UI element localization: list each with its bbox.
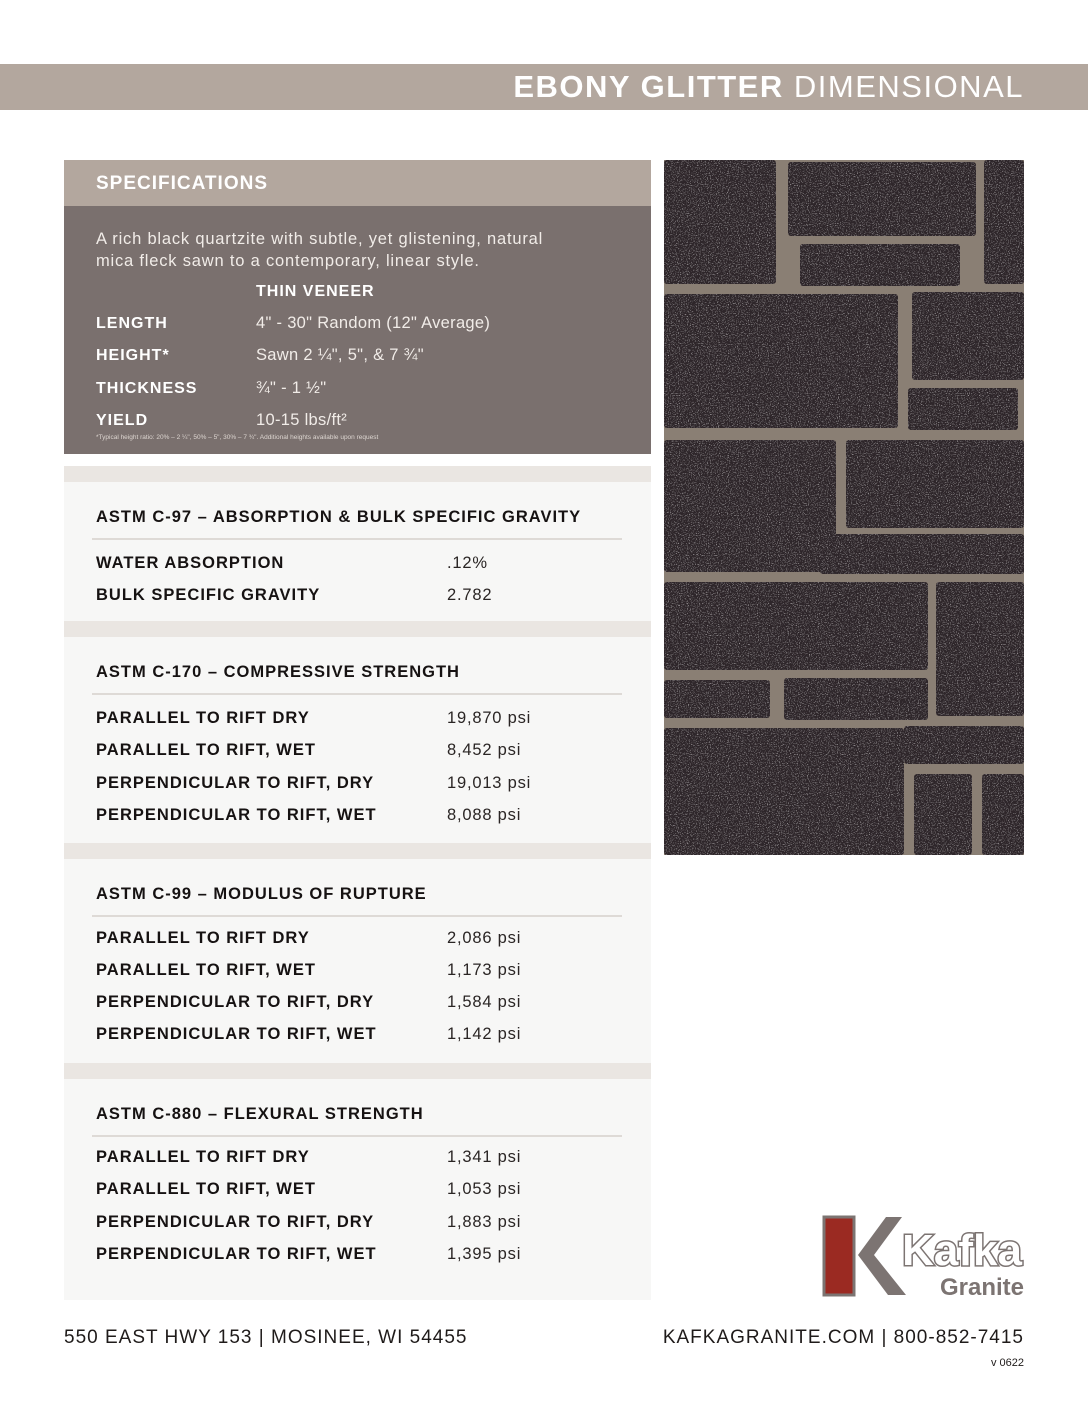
- spec-label-height: HEIGHT*: [96, 347, 170, 364]
- logo-word-granite: Granite: [939, 1274, 1024, 1299]
- test-row-value: 1,584 psi: [447, 993, 522, 1011]
- astm-c880-section: [64, 1079, 651, 1300]
- stone-block: [820, 534, 1024, 574]
- specifications-panel: [64, 206, 651, 454]
- stone-block: [908, 388, 1018, 430]
- stone-block: [664, 160, 776, 284]
- test-row-value: 1,883 psi: [447, 1213, 522, 1231]
- section-divider: [92, 1135, 622, 1137]
- test-row-label: PARALLEL TO RIFT DRY: [96, 929, 310, 947]
- test-row-label: PARALLEL TO RIFT, WET: [96, 1180, 316, 1198]
- specifications-heading: SPECIFICATIONS: [96, 173, 268, 194]
- thin-veneer-heading: THIN VENEER: [256, 283, 375, 300]
- product-description: [96, 228, 626, 272]
- stone-block: [664, 680, 770, 718]
- test-row-label: PARALLEL TO RIFT, WET: [96, 961, 316, 979]
- stone-block: [982, 774, 1024, 855]
- description-line: mica fleck sawn to a contemporary, linear style.: [96, 252, 480, 270]
- title-bold: EBONY GLITTER: [513, 69, 784, 104]
- footer-contact: KAFKAGRANITE.COM | 800-852-7415: [662, 1327, 1024, 1348]
- spec-label-length: LENGTH: [96, 315, 168, 332]
- description-line: A rich black quartzite with subtle, yet glistening, natural: [96, 230, 544, 248]
- test-row-value: 2.782: [447, 586, 493, 604]
- astm-c97-section: [64, 482, 651, 621]
- stone-block: [664, 728, 904, 855]
- test-row-label: PARALLEL TO RIFT DRY: [96, 1148, 310, 1166]
- test-row-value: 2,086 psi: [447, 929, 522, 947]
- section-separator: [64, 843, 651, 859]
- test-row-label: PERPENDICULAR TO RIFT, DRY: [96, 993, 375, 1011]
- specifications-header: [64, 160, 651, 206]
- test-row-label: PERPENDICULAR TO RIFT, DRY: [96, 1213, 375, 1231]
- stone-block: [846, 440, 1024, 528]
- astm-c170-section: [64, 637, 651, 843]
- spec-value-yield: 10-15 lbs/ft²: [256, 411, 348, 429]
- stone-block: [912, 292, 1024, 380]
- stone-block: [784, 678, 928, 720]
- test-row-label: PERPENDICULAR TO RIFT, WET: [96, 1245, 377, 1263]
- section-separator: [64, 1063, 651, 1079]
- test-row-value: 1,142 psi: [447, 1025, 522, 1043]
- section-separator: [64, 621, 651, 637]
- test-row-value: 8,452 psi: [447, 741, 522, 759]
- logo-word-kafka: Kafka: [902, 1226, 1022, 1275]
- test-row-value: 1,173 psi: [447, 961, 522, 979]
- stone-block: [904, 726, 1024, 764]
- test-row-value: 19,013 psi: [447, 774, 532, 792]
- stone-block: [664, 294, 898, 428]
- spec-value-thickness: ¾" - 1 ½": [256, 379, 327, 397]
- stone-block: [664, 440, 836, 572]
- stone-block: [664, 582, 928, 670]
- version-label: v 0622: [990, 1357, 1024, 1369]
- spec-label-thickness: THICKNESS: [96, 380, 198, 397]
- test-row-value: 8,088 psi: [447, 806, 522, 824]
- logo-k-bar: [824, 1217, 854, 1295]
- test-row-value: 19,870 psi: [447, 709, 532, 727]
- test-row-label: PERPENDICULAR TO RIFT, WET: [96, 1025, 377, 1043]
- test-row-value: .12%: [447, 554, 488, 572]
- spec-label-yield: YIELD: [96, 412, 149, 429]
- section-divider: [92, 693, 622, 695]
- test-row-label: BULK SPECIFIC GRAVITY: [96, 586, 321, 604]
- section-title: ASTM C-170 – COMPRESSIVE STRENGTH: [96, 663, 460, 681]
- title-band: [0, 64, 1088, 110]
- stone-block: [800, 244, 960, 286]
- title-light: DIMENSIONAL: [793, 69, 1024, 104]
- stone-block: [984, 160, 1024, 284]
- stone-block: [788, 162, 976, 236]
- stone-veneer-photo: [664, 160, 1024, 855]
- test-row-value: 1,053 psi: [447, 1180, 522, 1198]
- stone-block: [936, 582, 1024, 716]
- page-title: [513, 69, 1024, 105]
- height-footnote: *Typical height ratio: 20% – 2 ¼", 50% – 5", 30% – 7 ¾". Additional heights available upon request: [96, 434, 379, 441]
- section-title: ASTM C-99 – MODULUS OF RUPTURE: [96, 885, 427, 903]
- section-separator: [64, 466, 651, 482]
- test-row-value: 1,395 psi: [447, 1245, 522, 1263]
- test-row-label: PARALLEL TO RIFT, WET: [96, 741, 316, 759]
- section-divider: [92, 915, 622, 917]
- section-title: ASTM C-880 – FLEXURAL STRENGTH: [96, 1105, 424, 1123]
- kafka-granite-logo: [822, 1215, 1026, 1299]
- test-row-label: PERPENDICULAR TO RIFT, DRY: [96, 774, 375, 792]
- test-row-label: PARALLEL TO RIFT DRY: [96, 709, 310, 727]
- test-row-label: PERPENDICULAR TO RIFT, WET: [96, 806, 377, 824]
- spec-value-length: 4" - 30" Random (12" Average): [256, 314, 491, 332]
- section-divider: [92, 538, 622, 540]
- section-title: ASTM C-97 – ABSORPTION & BULK SPECIFIC GRAVITY: [96, 508, 582, 526]
- spec-value-height: Sawn 2 ¼", 5", & 7 ¾": [256, 346, 424, 364]
- astm-c99-section: [64, 859, 651, 1063]
- test-row-label: WATER ABSORPTION: [96, 554, 285, 572]
- footer-address: 550 EAST HWY 153 | MOSINEE, WI 54455: [64, 1327, 468, 1348]
- stone-block: [914, 774, 972, 855]
- logo-k-arm: [858, 1217, 906, 1295]
- test-row-value: 1,341 psi: [447, 1148, 522, 1166]
